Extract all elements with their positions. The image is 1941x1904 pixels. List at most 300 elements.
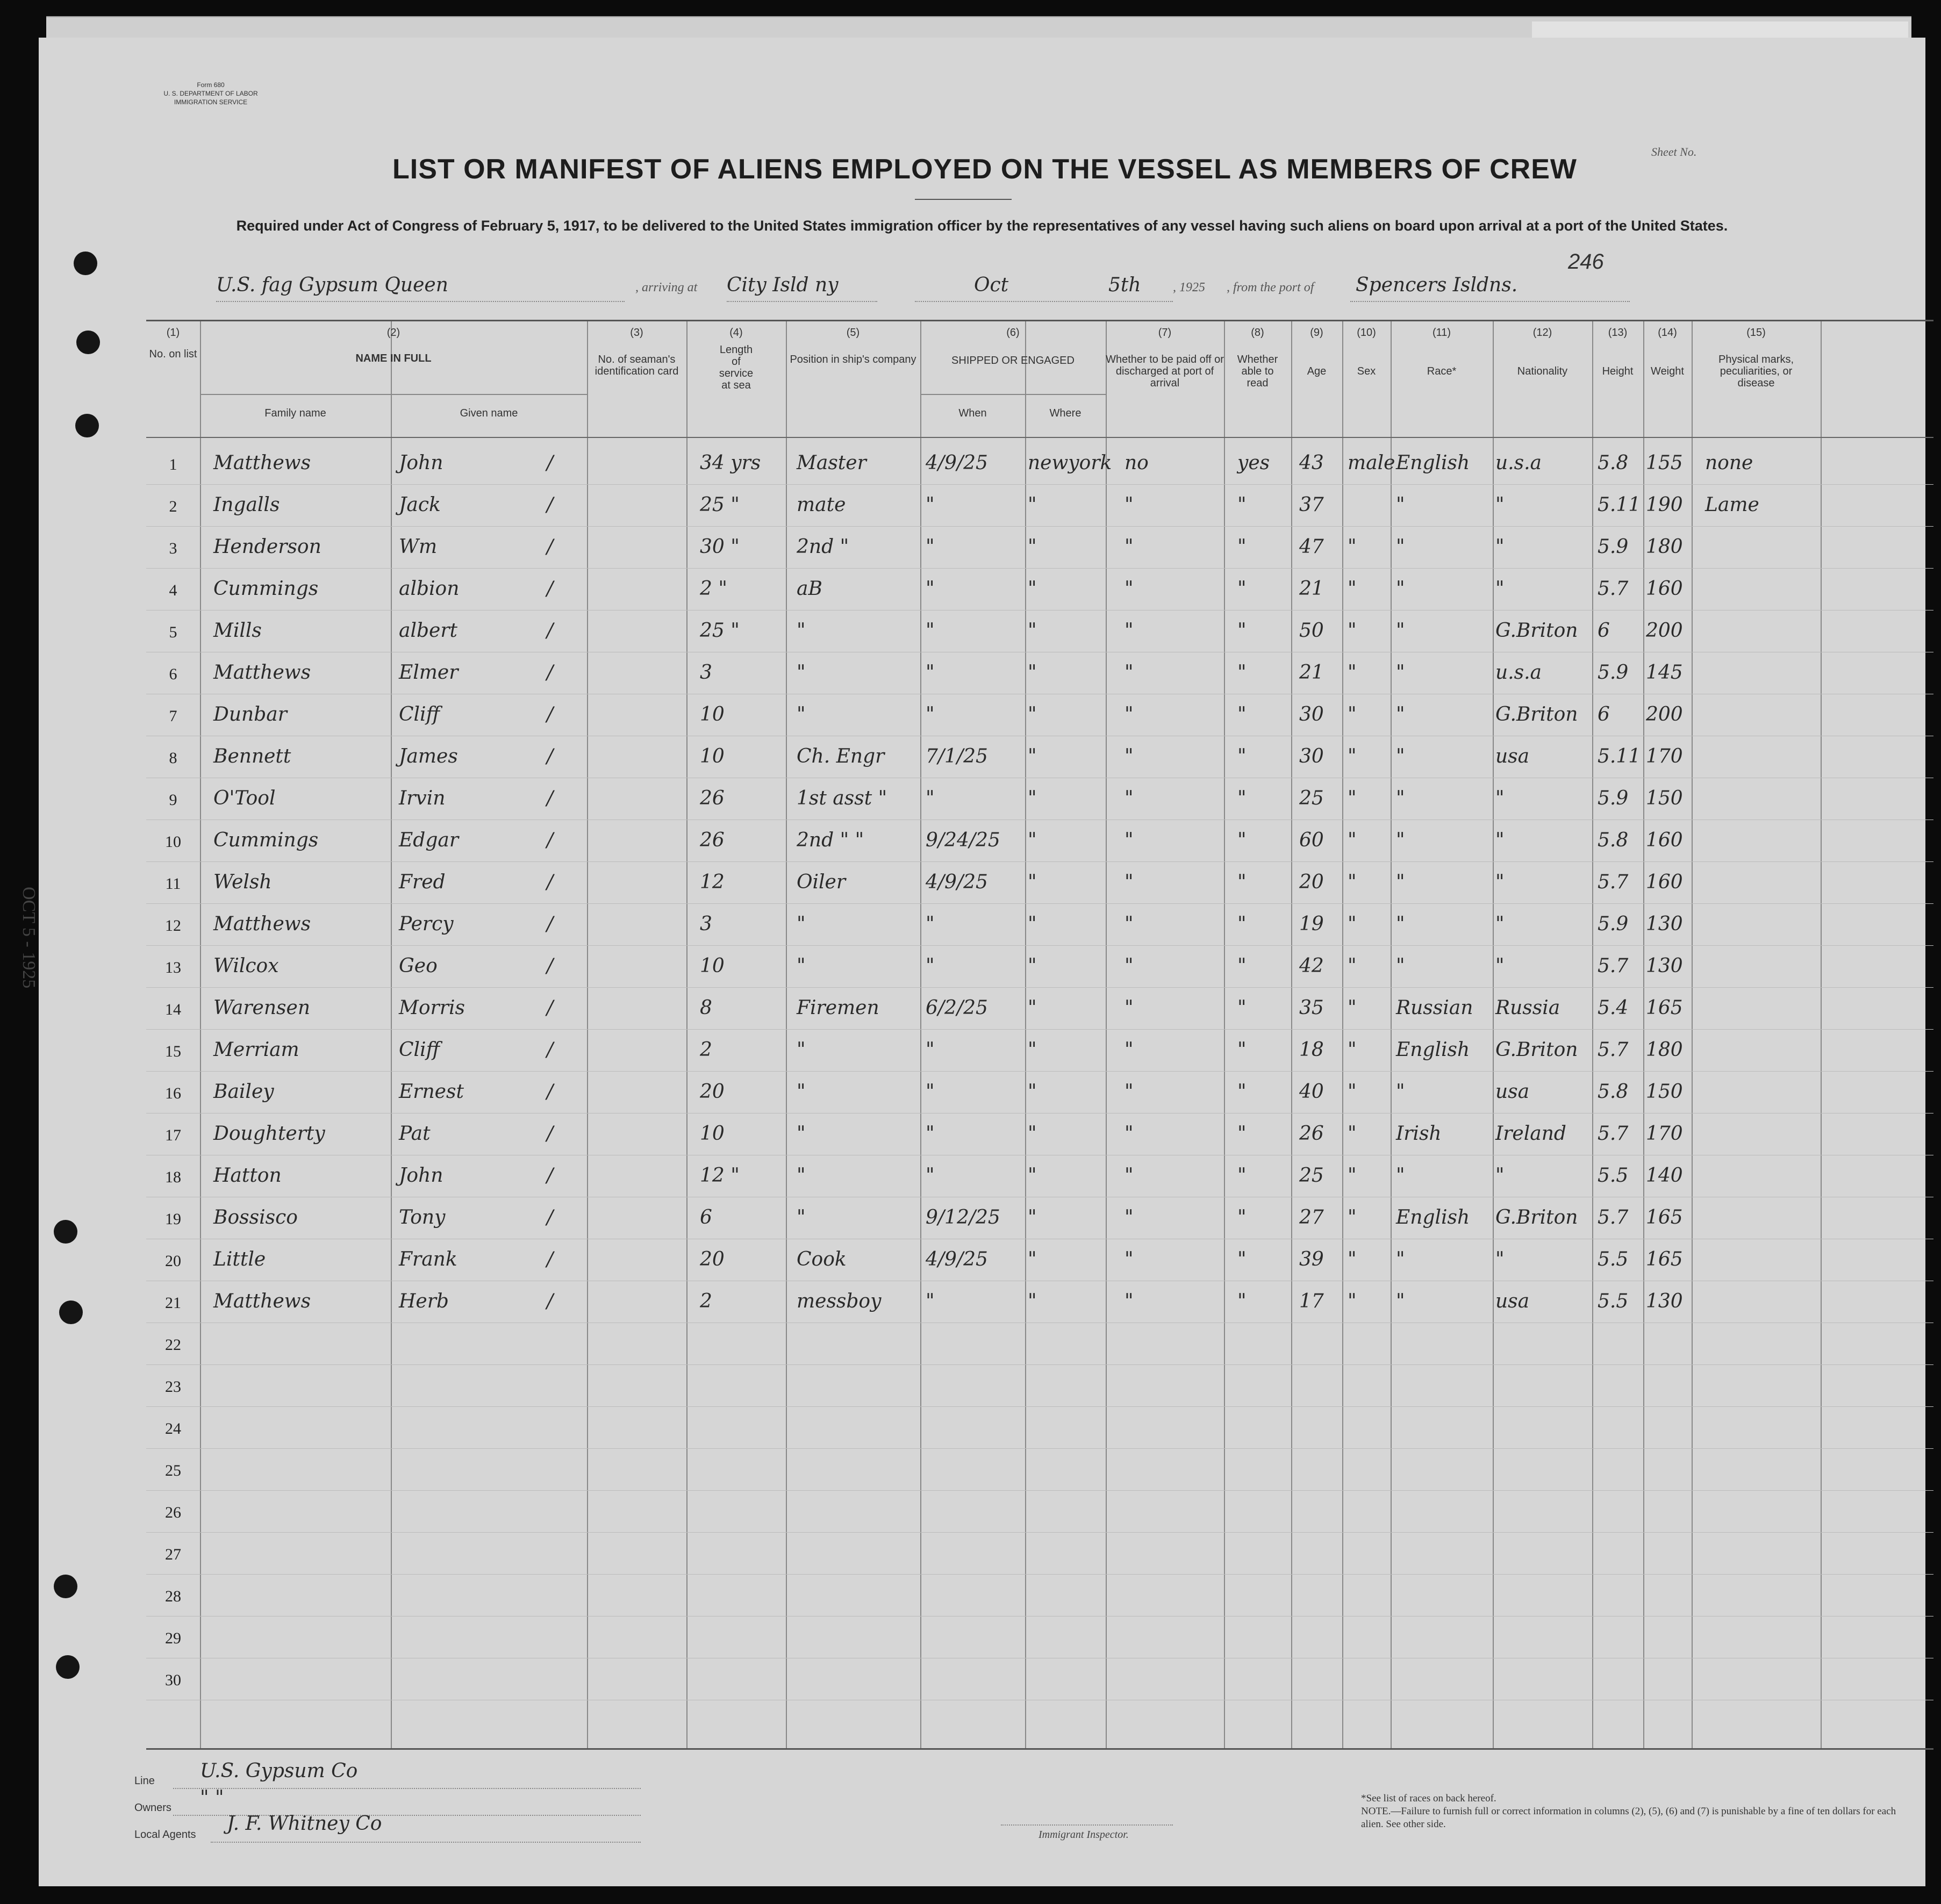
cell-paid: " bbox=[1125, 1123, 1134, 1145]
cell-given: Morris bbox=[399, 997, 465, 1019]
binder-hole bbox=[59, 1301, 83, 1324]
cell-weight: 180 bbox=[1646, 536, 1683, 558]
row-number: 13 bbox=[165, 959, 181, 976]
cell-service: 12 bbox=[700, 871, 725, 893]
col-9-header bbox=[1291, 327, 1342, 377]
cell-service: 6 bbox=[700, 1206, 712, 1228]
cell-sex: " bbox=[1348, 1123, 1357, 1145]
col-4-label: Length of service at sea bbox=[719, 344, 754, 391]
cell-family: Merriam bbox=[213, 1039, 299, 1061]
cell-where: " bbox=[1028, 662, 1037, 684]
cell-marks: none bbox=[1705, 452, 1753, 474]
table-row bbox=[146, 945, 1933, 988]
cell-race: Russian bbox=[1396, 997, 1473, 1019]
cell-service: 25 " bbox=[700, 494, 740, 516]
row-number: 3 bbox=[169, 540, 177, 557]
col-1-header bbox=[146, 327, 200, 360]
col-10-num: (10) bbox=[1357, 327, 1376, 339]
cell-weight: 130 bbox=[1646, 955, 1683, 977]
cell-given: Wm bbox=[399, 536, 438, 558]
cell-when: " bbox=[926, 955, 935, 977]
cell-id: / bbox=[547, 1290, 554, 1312]
table-row bbox=[146, 442, 1933, 485]
table-row bbox=[146, 1406, 1933, 1449]
cell-sex: " bbox=[1348, 1248, 1357, 1270]
cell-service: 10 bbox=[700, 703, 725, 725]
cell-paid: " bbox=[1125, 662, 1134, 684]
cell-paid: " bbox=[1125, 913, 1134, 935]
cell-weight: 155 bbox=[1646, 452, 1683, 474]
cell-paid: " bbox=[1125, 955, 1134, 977]
cell-race: " bbox=[1396, 662, 1405, 684]
row-number: 8 bbox=[169, 749, 177, 767]
cell-service: 12 " bbox=[700, 1165, 740, 1187]
arriving-value: City Isld ny bbox=[727, 274, 839, 296]
cell-age: 25 bbox=[1299, 787, 1324, 809]
cell-family: Hatton bbox=[213, 1165, 282, 1187]
table-row bbox=[146, 820, 1933, 862]
cell-where: " bbox=[1028, 745, 1037, 767]
cell-read: " bbox=[1237, 620, 1247, 642]
cell-age: 35 bbox=[1299, 997, 1324, 1019]
cell-where: " bbox=[1028, 1248, 1037, 1270]
agents-rule bbox=[211, 1842, 641, 1843]
col-4-header bbox=[686, 327, 786, 391]
cell-where: " bbox=[1028, 1039, 1037, 1061]
cell-weight: 200 bbox=[1646, 703, 1683, 725]
cell-race: " bbox=[1396, 703, 1405, 725]
col-13-num: (13) bbox=[1608, 327, 1628, 339]
cell-family: Matthews bbox=[213, 913, 311, 935]
col-6-sub-rule bbox=[920, 394, 1106, 395]
cell-service: 3 bbox=[700, 662, 712, 684]
sheet-number-label: Sheet No. bbox=[1651, 145, 1697, 159]
cell-age: 18 bbox=[1299, 1039, 1324, 1061]
cell-when: " bbox=[926, 494, 935, 516]
cell-read: " bbox=[1237, 1290, 1247, 1312]
cell-where: " bbox=[1028, 620, 1037, 642]
col-6-num: (6) bbox=[1006, 327, 1020, 339]
cell-read: " bbox=[1237, 494, 1247, 516]
table-row bbox=[146, 903, 1933, 946]
cell-given: James bbox=[399, 745, 458, 767]
cell-paid: " bbox=[1125, 1081, 1134, 1103]
cell-where: " bbox=[1028, 1290, 1037, 1312]
cell-nat: u.s.a bbox=[1495, 662, 1542, 684]
cell-paid: no bbox=[1125, 452, 1149, 474]
cell-where: " bbox=[1028, 913, 1037, 935]
cell-service: 2 bbox=[700, 1039, 712, 1061]
cell-where: newyork bbox=[1028, 452, 1112, 474]
table-row bbox=[146, 1574, 1933, 1616]
cell-paid: " bbox=[1125, 578, 1134, 600]
cell-weight: 150 bbox=[1646, 1081, 1683, 1103]
cell-given: Fred bbox=[399, 871, 446, 893]
cell-given: Ernest bbox=[399, 1081, 464, 1103]
cell-age: 30 bbox=[1299, 745, 1324, 767]
cell-service: 2 " bbox=[700, 578, 727, 600]
cell-position: " bbox=[797, 1081, 806, 1103]
cell-position: " bbox=[797, 1165, 806, 1187]
cell-sex: " bbox=[1348, 745, 1357, 767]
cell-nat: usa bbox=[1495, 1290, 1530, 1312]
date-dots bbox=[915, 301, 1173, 302]
cell-weight: 165 bbox=[1646, 1206, 1683, 1228]
cell-race: " bbox=[1396, 871, 1405, 893]
cell-where: " bbox=[1028, 1165, 1037, 1187]
cell-sex: " bbox=[1348, 536, 1357, 558]
cell-given: albion bbox=[399, 578, 460, 600]
col-2-sub-rule bbox=[200, 394, 587, 395]
cell-read: " bbox=[1237, 1081, 1247, 1103]
cell-id: / bbox=[547, 494, 554, 516]
binder-hole bbox=[75, 414, 99, 437]
table-row bbox=[146, 1448, 1933, 1491]
row-number: 22 bbox=[165, 1336, 181, 1354]
cell-service: 25 " bbox=[700, 620, 740, 642]
cell-height: 5.7 bbox=[1598, 955, 1629, 977]
received-date-stamp: OCT 5 - 1925 bbox=[19, 887, 39, 989]
row-number: 4 bbox=[169, 581, 177, 599]
cell-when: " bbox=[926, 620, 935, 642]
cell-nat: Russia bbox=[1495, 997, 1560, 1019]
col-3-num: (3) bbox=[630, 327, 643, 339]
cell-age: 25 bbox=[1299, 1165, 1324, 1187]
cell-weight: 140 bbox=[1646, 1165, 1683, 1187]
col-14-num: (14) bbox=[1658, 327, 1677, 339]
cell-when: " bbox=[926, 703, 935, 725]
cell-nat: G.Briton bbox=[1495, 620, 1578, 642]
cell-nat: usa bbox=[1495, 745, 1530, 767]
cell-when: 4/9/25 bbox=[926, 1248, 988, 1270]
row-number: 28 bbox=[165, 1587, 181, 1605]
cell-given: Frank bbox=[399, 1248, 457, 1270]
col-5-header bbox=[786, 327, 920, 365]
cell-where: " bbox=[1028, 829, 1037, 851]
cell-height: 5.4 bbox=[1598, 997, 1629, 1019]
cell-given: Edgar bbox=[399, 829, 459, 851]
cell-when: " bbox=[926, 1165, 935, 1187]
col-10-header bbox=[1342, 327, 1391, 377]
agents-label: Local Agents bbox=[134, 1829, 196, 1841]
cell-id: / bbox=[547, 1081, 554, 1103]
cell-position: " bbox=[797, 913, 806, 935]
cell-given: Cliff bbox=[399, 1039, 440, 1061]
inspector-label: Immigrant Inspector. bbox=[1038, 1829, 1129, 1841]
cell-sex: " bbox=[1348, 703, 1357, 725]
cell-given: Jack bbox=[399, 494, 441, 516]
table-row bbox=[146, 1113, 1933, 1155]
row-number: 15 bbox=[165, 1043, 181, 1060]
col-5-label: Position in ship's company bbox=[790, 354, 916, 365]
table-row bbox=[146, 1364, 1933, 1407]
cell-read: " bbox=[1237, 745, 1247, 767]
cell-height: 5.7 bbox=[1598, 578, 1629, 600]
cell-height: 5.8 bbox=[1598, 829, 1629, 851]
cell-nat: G.Briton bbox=[1495, 1206, 1578, 1228]
cell-weight: 130 bbox=[1646, 913, 1683, 935]
cell-race: " bbox=[1396, 1248, 1405, 1270]
row-number: 14 bbox=[165, 1001, 181, 1018]
cell-nat: " bbox=[1495, 1248, 1505, 1270]
agents-value: J. F. Whitney Co bbox=[227, 1813, 382, 1835]
table-row bbox=[146, 694, 1933, 736]
cell-age: 42 bbox=[1299, 955, 1324, 977]
row-number: 18 bbox=[165, 1168, 181, 1186]
col-14-label: Weight bbox=[1651, 365, 1684, 377]
vessel-value: U.S. fag Gypsum Queen bbox=[216, 274, 448, 296]
cell-read: " bbox=[1237, 913, 1247, 935]
col-8-num: (8) bbox=[1251, 327, 1264, 339]
cell-position: " bbox=[797, 1123, 806, 1145]
cell-family: Doughterty bbox=[213, 1123, 325, 1145]
cell-id: / bbox=[547, 913, 554, 935]
penalty-note: NOTE.—Failure to furnish full or correct information in columns (2), (5), (6) and (7) is punishable by a fine of ten dollars for each alien. See other side. bbox=[1361, 1806, 1896, 1830]
cell-paid: " bbox=[1125, 1290, 1134, 1312]
col-13-header bbox=[1592, 327, 1643, 377]
cell-read: " bbox=[1237, 578, 1247, 600]
cell-service: 8 bbox=[700, 997, 712, 1019]
cell-height: 6 bbox=[1598, 703, 1610, 725]
cell-given: Tony bbox=[399, 1206, 446, 1228]
row-number: 19 bbox=[165, 1210, 181, 1228]
cell-family: Bailey bbox=[213, 1081, 274, 1103]
cell-id: / bbox=[547, 997, 554, 1019]
row-number: 21 bbox=[165, 1294, 181, 1312]
form-number: Form 680 bbox=[197, 81, 225, 89]
row-number: 7 bbox=[169, 707, 177, 725]
table-row bbox=[146, 1155, 1933, 1197]
cell-family: Mills bbox=[213, 620, 262, 642]
cell-position: " bbox=[797, 1039, 806, 1061]
cell-nat: " bbox=[1495, 1165, 1505, 1187]
cell-read: " bbox=[1237, 829, 1247, 851]
col-9-label: Age bbox=[1307, 365, 1327, 377]
cell-weight: 170 bbox=[1646, 1123, 1683, 1145]
cell-id: / bbox=[547, 787, 554, 809]
form-service: IMMIGRATION SERVICE bbox=[174, 98, 248, 106]
binder-hole bbox=[56, 1655, 80, 1679]
cell-paid: " bbox=[1125, 494, 1134, 516]
col-7-header bbox=[1106, 327, 1224, 389]
table-row bbox=[146, 1071, 1933, 1113]
cell-age: 40 bbox=[1299, 1081, 1324, 1103]
cell-family: Wilcox bbox=[213, 955, 279, 977]
cell-sex: " bbox=[1348, 1081, 1357, 1103]
sheet-handwritten-number: 246 bbox=[1568, 250, 1604, 274]
cell-sex: " bbox=[1348, 871, 1357, 893]
cell-service: 10 bbox=[700, 1123, 725, 1145]
binder-hole bbox=[74, 252, 97, 275]
cell-age: 30 bbox=[1299, 703, 1324, 725]
cell-where: " bbox=[1028, 787, 1037, 809]
cell-race: " bbox=[1396, 1290, 1405, 1312]
cell-nat: " bbox=[1495, 913, 1505, 935]
table-row bbox=[146, 1281, 1933, 1323]
cell-given: Elmer bbox=[399, 662, 459, 684]
binder-hole bbox=[76, 330, 100, 354]
table-row bbox=[146, 1490, 1933, 1533]
cell-paid: " bbox=[1125, 1039, 1134, 1061]
cell-id: / bbox=[547, 1039, 554, 1061]
table-row bbox=[146, 1323, 1933, 1365]
col-2-num: (2) bbox=[386, 327, 400, 339]
col-12-num: (12) bbox=[1532, 327, 1552, 339]
cell-position: " bbox=[797, 1206, 806, 1228]
table-row bbox=[146, 1658, 1933, 1700]
manifest-sheet bbox=[19, 38, 1925, 1886]
cell-position: Cook bbox=[797, 1248, 847, 1270]
cell-given: Pat bbox=[399, 1123, 431, 1145]
cell-weight: 165 bbox=[1646, 1248, 1683, 1270]
cell-family: Bennett bbox=[213, 745, 291, 767]
col-14-header bbox=[1643, 327, 1692, 377]
cell-paid: " bbox=[1125, 536, 1134, 558]
cell-read: " bbox=[1237, 1165, 1247, 1187]
cell-paid: " bbox=[1125, 871, 1134, 893]
cell-id: / bbox=[547, 536, 554, 558]
col-13-label: Height bbox=[1602, 365, 1634, 377]
cell-paid: " bbox=[1125, 997, 1134, 1019]
cell-when: " bbox=[926, 578, 935, 600]
cell-read: " bbox=[1237, 997, 1247, 1019]
cell-service: 3 bbox=[700, 913, 712, 935]
cell-sex: " bbox=[1348, 1039, 1357, 1061]
cell-height: 5.5 bbox=[1598, 1165, 1629, 1187]
cell-family: Henderson bbox=[213, 536, 321, 558]
cell-paid: " bbox=[1125, 620, 1134, 642]
table-row bbox=[146, 526, 1933, 569]
row-number: 12 bbox=[165, 917, 181, 935]
year-label: , 1925 bbox=[1173, 281, 1205, 294]
row-number: 9 bbox=[169, 791, 177, 809]
vessel-dots bbox=[216, 301, 625, 302]
cell-id: / bbox=[547, 662, 554, 684]
row-number: 29 bbox=[165, 1629, 181, 1647]
col-15-num: (15) bbox=[1746, 327, 1766, 339]
col-10-label: Sex bbox=[1357, 365, 1376, 377]
cell-height: 5.11 bbox=[1598, 494, 1641, 516]
cell-height: 5.9 bbox=[1598, 913, 1629, 935]
col-12-header bbox=[1493, 327, 1592, 377]
cell-read: " bbox=[1237, 1206, 1247, 1228]
cell-family: Warensen bbox=[213, 997, 310, 1019]
header-divider bbox=[146, 437, 1933, 438]
cell-service: 20 bbox=[700, 1248, 725, 1270]
cell-sex: " bbox=[1348, 955, 1357, 977]
cell-given: Cliff bbox=[399, 703, 440, 725]
cell-age: 47 bbox=[1299, 536, 1324, 558]
table-row bbox=[146, 1616, 1933, 1658]
cell-race: " bbox=[1396, 745, 1405, 767]
cell-when: " bbox=[926, 1039, 935, 1061]
cell-race: English bbox=[1396, 1039, 1470, 1061]
cell-age: 21 bbox=[1299, 578, 1324, 600]
cell-read: " bbox=[1237, 536, 1247, 558]
binder-hole bbox=[54, 1220, 77, 1244]
from-label: , from the port of bbox=[1227, 281, 1314, 294]
cell-family: O'Tool bbox=[213, 787, 276, 809]
cell-sex: male bbox=[1348, 452, 1395, 474]
cell-sex: " bbox=[1348, 620, 1357, 642]
cell-nat: u.s.a bbox=[1495, 452, 1542, 474]
cell-position: Oiler bbox=[797, 871, 846, 893]
cell-weight: 150 bbox=[1646, 787, 1683, 809]
cell-position: Firemen bbox=[797, 997, 879, 1019]
cell-sex: " bbox=[1348, 997, 1357, 1019]
cell-age: 43 bbox=[1299, 452, 1324, 474]
cell-paid: " bbox=[1125, 745, 1134, 767]
col-7-num: (7) bbox=[1158, 327, 1172, 339]
cell-id: / bbox=[547, 1206, 554, 1228]
cell-family: Cummings bbox=[213, 829, 319, 851]
cell-paid: " bbox=[1125, 1248, 1134, 1270]
cell-read: " bbox=[1237, 1248, 1247, 1270]
cell-position: " bbox=[797, 662, 806, 684]
cell-when: " bbox=[926, 1290, 935, 1312]
cell-read: yes bbox=[1237, 452, 1270, 474]
cell-service: 2 bbox=[700, 1290, 712, 1312]
cell-age: 26 bbox=[1299, 1123, 1324, 1145]
col-2-label: NAME IN FULL bbox=[355, 353, 432, 364]
cell-height: 5.7 bbox=[1598, 1039, 1629, 1061]
col-9-num: (9) bbox=[1310, 327, 1323, 339]
cell-paid: " bbox=[1125, 703, 1134, 725]
cell-family: Matthews bbox=[213, 662, 311, 684]
cell-age: 21 bbox=[1299, 662, 1324, 684]
cell-when: 9/24/25 bbox=[926, 829, 1000, 851]
cell-nat: " bbox=[1495, 955, 1505, 977]
cell-when: " bbox=[926, 1081, 935, 1103]
cell-weight: 130 bbox=[1646, 1290, 1683, 1312]
col-6-label: SHIPPED OR ENGAGED bbox=[951, 355, 1075, 367]
table-row bbox=[146, 484, 1933, 527]
cell-sex: " bbox=[1348, 662, 1357, 684]
cell-family: Matthews bbox=[213, 452, 311, 474]
cell-age: 37 bbox=[1299, 494, 1324, 516]
cell-when: 6/2/25 bbox=[926, 997, 988, 1019]
row-number: 5 bbox=[169, 623, 177, 641]
cell-position: messboy bbox=[797, 1290, 882, 1312]
line-rule bbox=[173, 1788, 641, 1789]
cell-when: 4/9/25 bbox=[926, 871, 988, 893]
cell-nat: " bbox=[1495, 871, 1505, 893]
cell-where: " bbox=[1028, 494, 1037, 516]
col-7-label: Whether to be paid off or discharged at port of arrival bbox=[1106, 354, 1224, 389]
cell-when: " bbox=[926, 787, 935, 809]
cell-nat: Ireland bbox=[1495, 1123, 1566, 1145]
col-15-header bbox=[1692, 327, 1821, 389]
row-number: 30 bbox=[165, 1671, 181, 1689]
cell-race: " bbox=[1396, 578, 1405, 600]
table-row bbox=[146, 652, 1933, 694]
cell-read: " bbox=[1237, 955, 1247, 977]
cell-family: Dunbar bbox=[213, 703, 287, 725]
cell-height: 5.9 bbox=[1598, 662, 1629, 684]
col-1-num: (1) bbox=[166, 327, 180, 339]
cell-paid: " bbox=[1125, 829, 1134, 851]
cell-age: 27 bbox=[1299, 1206, 1324, 1228]
cell-race: Irish bbox=[1396, 1123, 1442, 1145]
cell-sex: " bbox=[1348, 1165, 1357, 1187]
date-month: Oct bbox=[974, 274, 1009, 296]
col-3-header bbox=[587, 327, 686, 377]
cell-race: English bbox=[1396, 452, 1470, 474]
table-row bbox=[146, 610, 1933, 652]
cell-sex: " bbox=[1348, 913, 1357, 935]
manifest-table bbox=[146, 320, 1933, 1750]
cell-position: 2nd " " bbox=[797, 829, 864, 851]
